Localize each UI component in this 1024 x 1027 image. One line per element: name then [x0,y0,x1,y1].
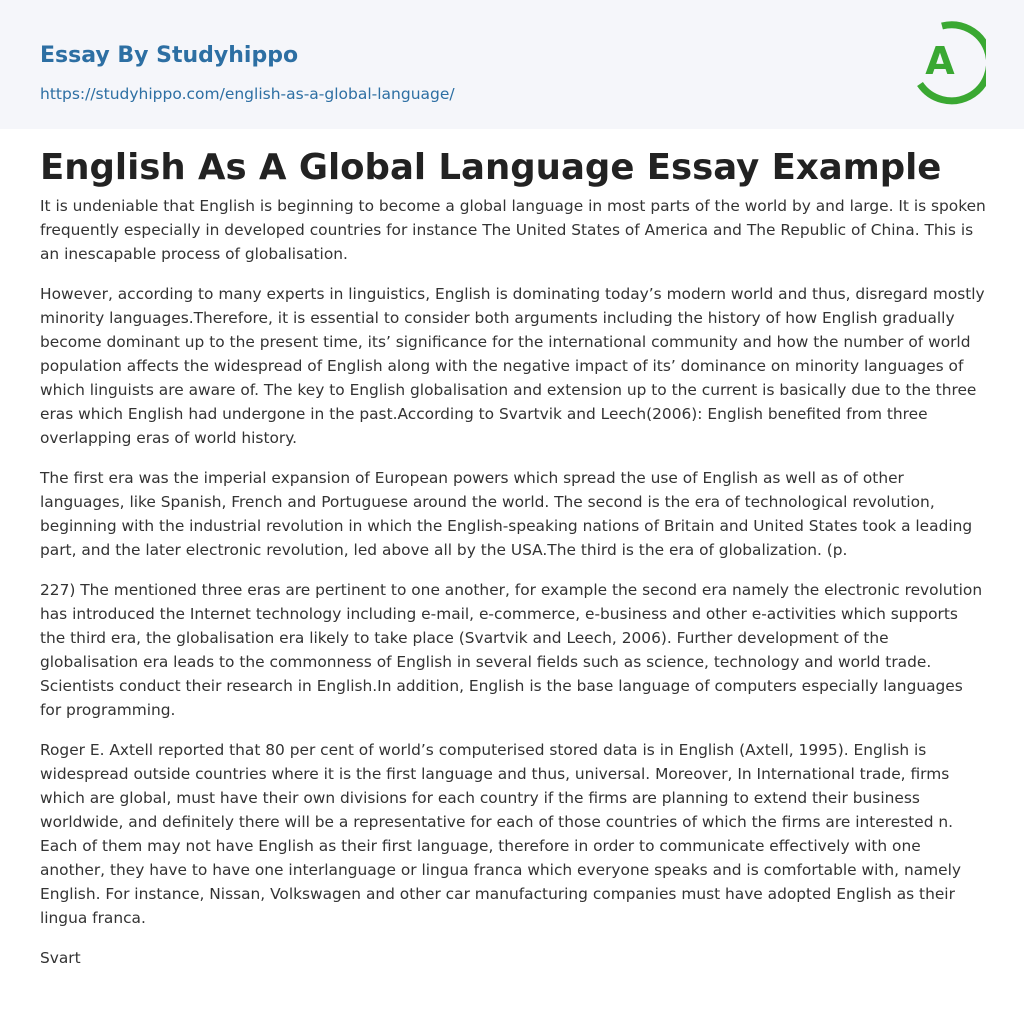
article-url-link[interactable]: https://studyhippo.com/english-as-a-global-language/ [40,85,455,103]
article-paragraph: It is undeniable that English is beginning to become a global language in most parts of the world by and large. It is spoken frequently especially in developed countries for instance The United States of America and The Republic of China. This is an inescapable process of globalisation. [40,197,986,263]
logo-letter: A [925,39,955,83]
article-paragraph: However, according to many experts in linguistics, English is dominating today’s modern world and thus, disregard mostly minority languages.Therefore, it is essential to consider both arguments including the history of how English gradually become dominant up to the present time, its’ significance for the international community and how the number of world population affects the widespread of English along with the negative impact of its’ dominance on minority languages of which linguists are aware of. The key to English globalisation and extension up to the current is basically due to the three eras which English had undergone in the past.According to Svartvik and Leech(2006): English benefited from three overlapping eras of world history. [40,285,985,447]
article-body [40,194,986,986]
article-paragraph: The first era was the imperial expansion of European powers which spread the use of English as well as of other languages, like Spanish, French and Portuguese around the world. The second is the era of technological revolution, beginning with the industrial revolution in which the English-speaking nations of Britain and United States took a leading part, and the later electronic revolution, led above all by the USA.The third is the era of globalization. (p. [40,469,973,559]
brand-title[interactable]: Essay By Studyhippo [40,43,299,68]
article-paragraph: 227) The mentioned three eras are pertinent to one another, for example the second era namely the electronic revolution has introduced the Internet technology including e-mail, e-commerce, e-business and other e-activities which supports the third era, the globalisation era likely to take place (Svartvik and Leech, 2006). Further development of the globalisation era leads to the commonness of English in several fields such as science, technology and world trade. Scientists conduct their research in English.In addition, English is the base language of computers especially languages for programming. [40,581,983,719]
article-paragraph: Svart [40,949,81,967]
page-title: English As A Global Language Essay Example [40,147,942,188]
article-paragraph: Roger E. Axtell reported that 80 per cent of world’s computerised stored data is in English (Axtell, 1995). English is widespread outside countries where it is the first language and thus, universal. Moreover, In International trade, firms which are global, must have their own divisions for each country if the firms are planning to extend their business worldwide, and definitely there will be a representative for each of those countries of which the firms are interested n. Each of them may not have English as their first language, therefore in order to communicate effectively with one another, they have to have one interlanguage or lingua franca which everyone speaks and is comfortable with, namely English. For instance, Nissan, Volkswagen and other car manufacturing companies must have adopted English as their lingua franca. [40,741,961,927]
